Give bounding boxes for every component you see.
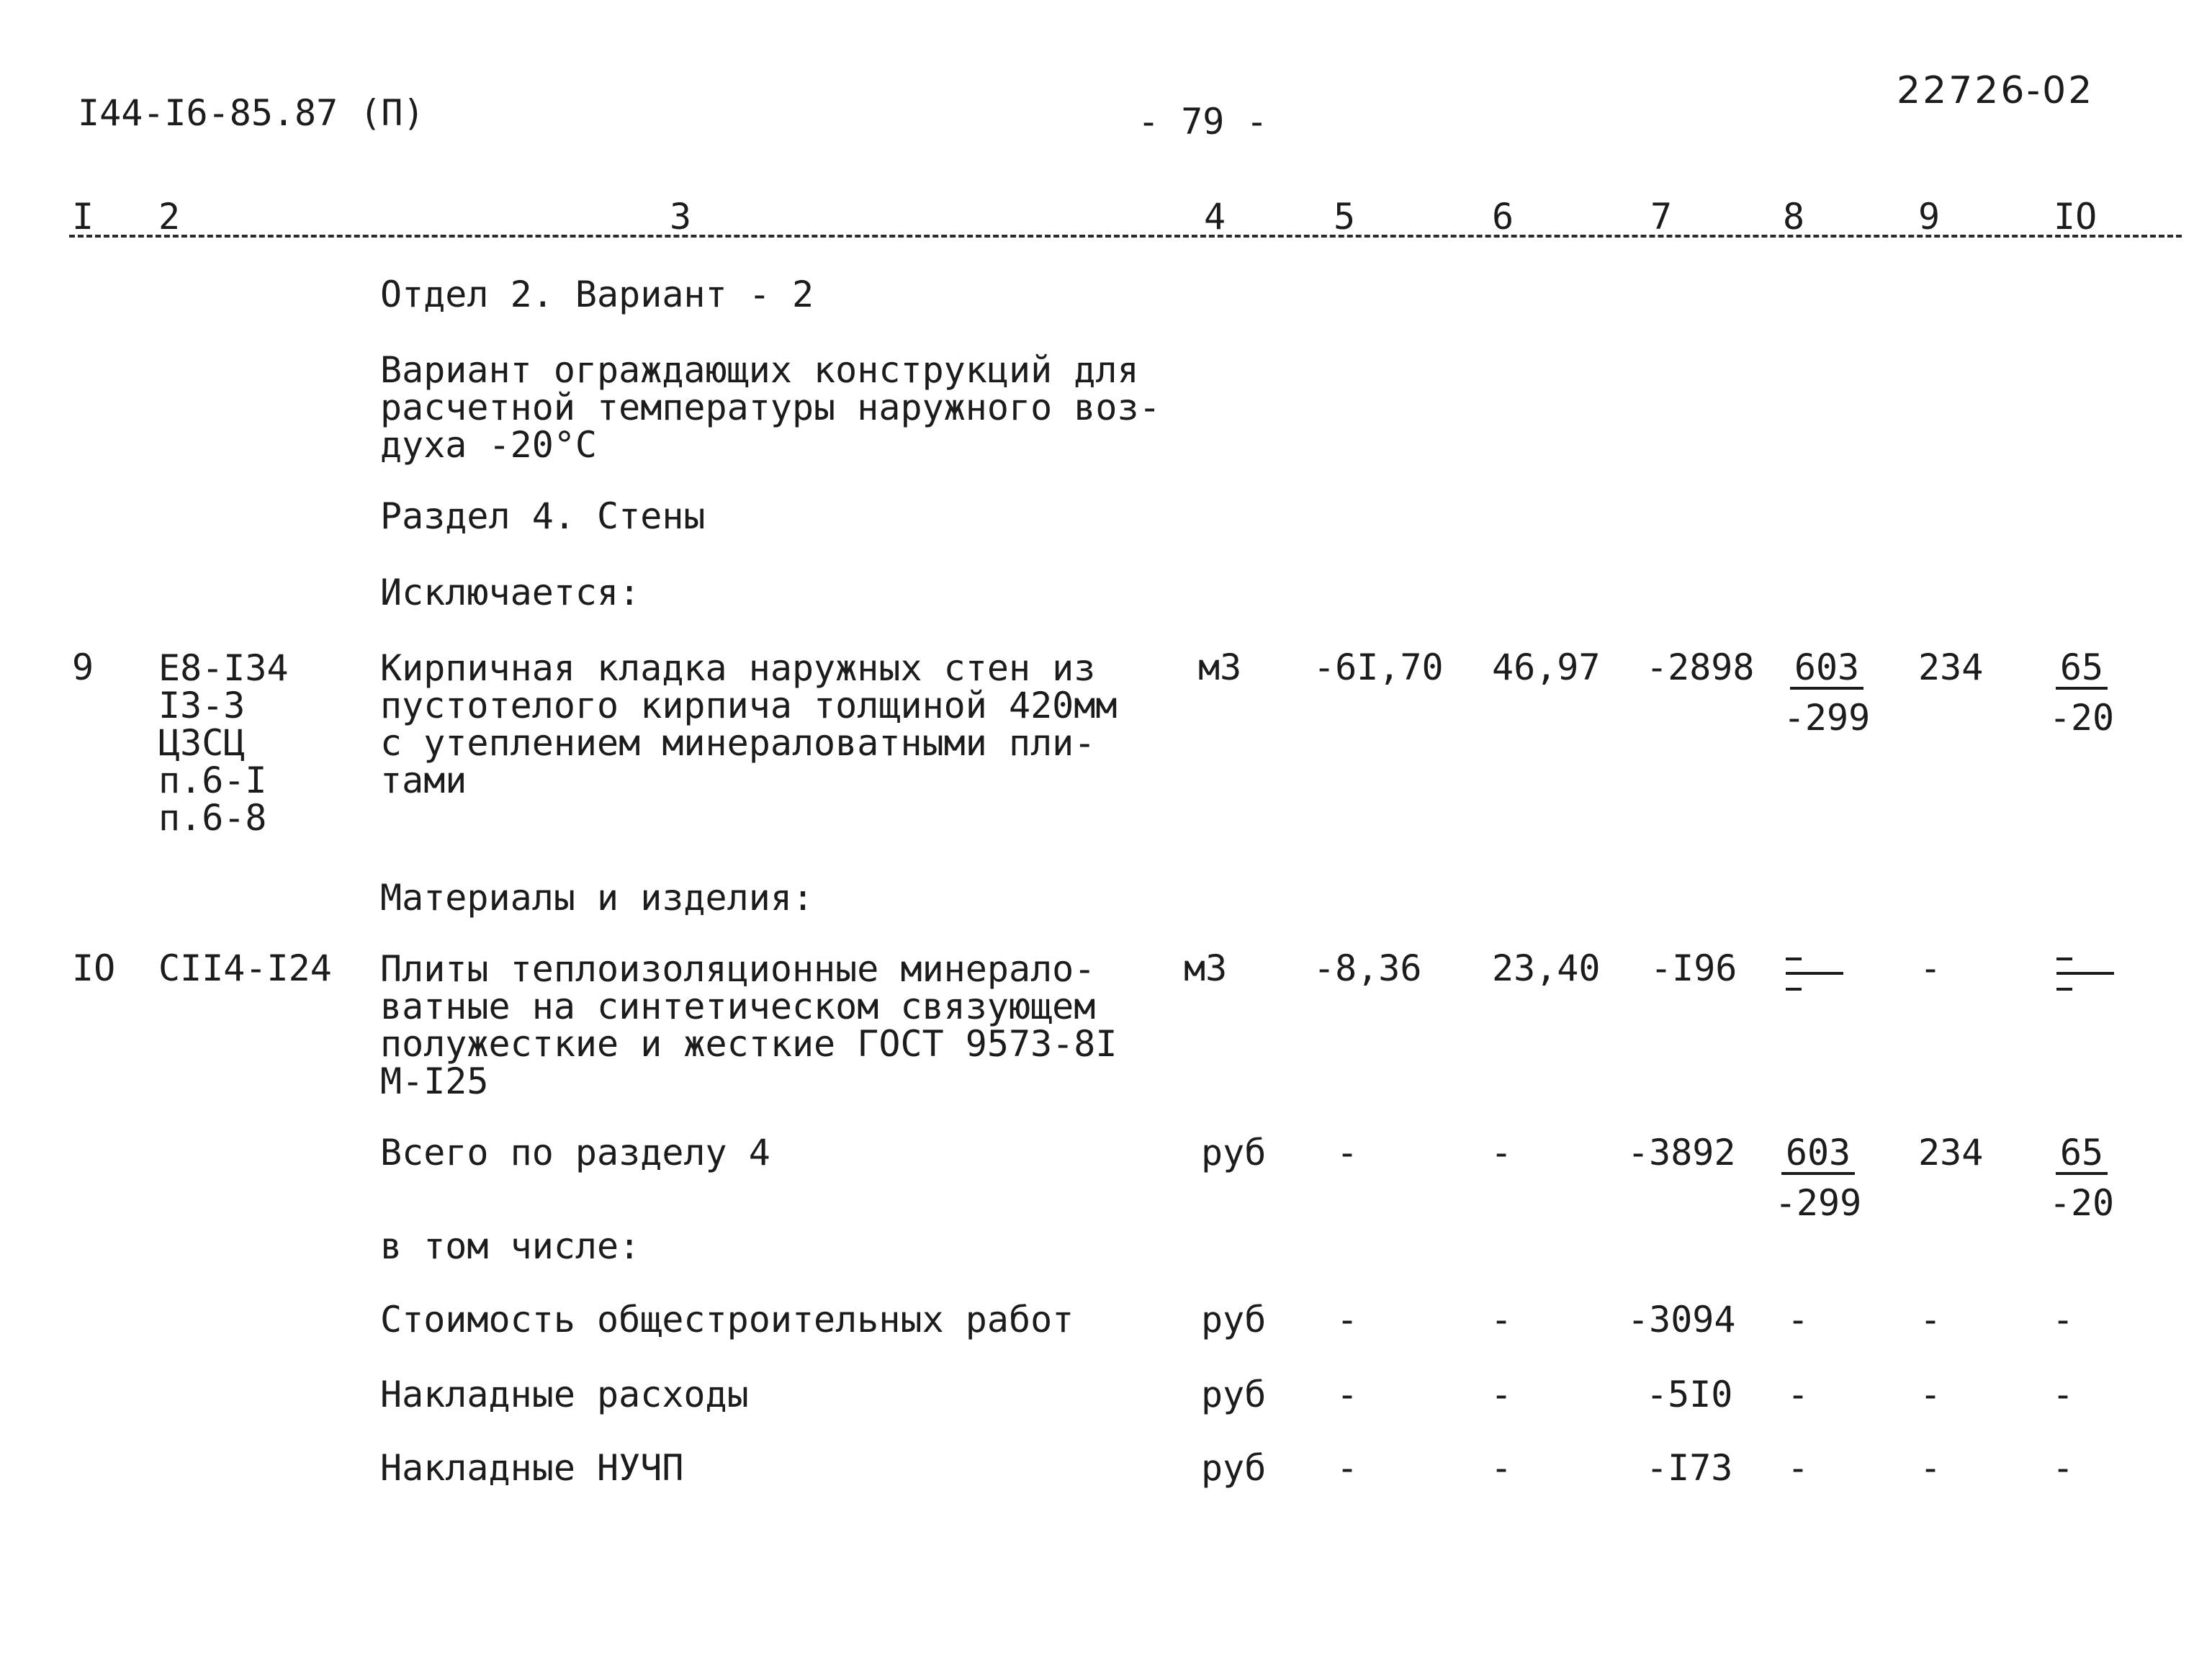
sub-row-unit: руб [1201, 1374, 1267, 1415]
sub-row-label: Стоимость общестроительных работ [380, 1299, 1074, 1341]
col-header-9: 9 [1918, 196, 1941, 238]
excluded-label: Исключается: [380, 572, 641, 613]
fraction-numerator: 65 [2056, 649, 2108, 690]
total-col8-fraction [1757, 1132, 1879, 1224]
row-description: Кирпичная кладка наружных стен из пустотелого кирпича толщиной 420мм с утеплением минераловатными пли- тами [380, 647, 1118, 801]
row-code: СII4-I24 [158, 947, 332, 989]
row-col9: 234 [1918, 646, 1984, 688]
col-header-1: I [72, 196, 94, 238]
sub-row-col8: - [1787, 1299, 1809, 1341]
total-col7: -3892 [1627, 1132, 1736, 1173]
fraction-numerator: 603 [1790, 649, 1863, 690]
sub-row-col7: -I73 [1646, 1447, 1733, 1489]
total-col5: - [1336, 1132, 1359, 1173]
col-header-8: 8 [1783, 196, 1805, 238]
col-header-7: 7 [1650, 196, 1673, 238]
sub-row-col9: - [1920, 1447, 1942, 1489]
total-unit: руб [1201, 1132, 1267, 1173]
row-unit-price: 23,40 [1492, 947, 1601, 989]
col-header-6: 6 [1492, 196, 1514, 238]
header-rule [69, 235, 2182, 238]
fraction-denominator: -299 [1783, 697, 1871, 739]
sub-row-col9: - [1920, 1299, 1942, 1341]
row-quantity: -6I,70 [1313, 646, 1444, 688]
row-unit-price: 46,97 [1492, 646, 1601, 688]
sub-row-col10: - [2052, 1299, 2074, 1341]
row-col10-fraction [2042, 646, 2121, 739]
row-total: -2898 [1646, 646, 1755, 688]
stamp-number: 22726-02 [1897, 69, 2095, 112]
sub-row-col10: - [2052, 1374, 2074, 1415]
row-quantity: -8,36 [1313, 947, 1422, 989]
sub-row-col8: - [1787, 1447, 1809, 1489]
sub-row-unit: руб [1201, 1299, 1267, 1341]
sub-row-label: Накладные расходы [380, 1374, 749, 1415]
sub-row-col8: - [1787, 1374, 1809, 1415]
sub-row-col7: -3094 [1627, 1299, 1736, 1341]
fraction-numerator: 65 [2056, 1135, 2108, 1175]
row-unit: м3 [1184, 947, 1228, 989]
sub-row-col10: - [2052, 1447, 2074, 1489]
fraction-numerator: 603 [1781, 1135, 1855, 1175]
total-col6: - [1491, 1132, 1513, 1173]
total-col10-fraction [2042, 1132, 2121, 1224]
row-description: Плиты теплоизоляционные минерало- ватные на синтетическом связующем полужесткие и жесткие ГОСТ 9573-8I М-I25 [380, 948, 1118, 1102]
materials-label: Материалы и изделия: [380, 877, 814, 919]
sub-row-col9: - [1920, 1374, 1942, 1415]
row-col8-fraction [1773, 646, 1881, 739]
dept-heading: Отдел 2. Вариант - 2 [380, 274, 814, 315]
fraction-denominator: -20 [2049, 1182, 2115, 1224]
col-header-5: 5 [1334, 196, 1356, 238]
col-header-2: 2 [158, 196, 181, 238]
sub-row-unit: руб [1201, 1447, 1267, 1489]
page-number: - 79 - [1138, 101, 1268, 143]
variant-description: Вариант ограждающих конструкций для расчетной температуры наружного воз- духа -20°С [380, 349, 1161, 466]
total-label: Всего по разделу 4 [380, 1132, 770, 1173]
row-number: 9 [72, 646, 94, 688]
sub-row-col6: - [1491, 1374, 1513, 1415]
document-code: I44-I6-85.87 (П) [78, 92, 425, 134]
row-unit: м3 [1198, 646, 1242, 688]
row-code: Е8-I34 I3-3 ЦЗСЦ п.6-I п.6-8 [158, 647, 289, 839]
row-total: -I96 [1650, 947, 1737, 989]
col-header-4: 4 [1204, 196, 1226, 238]
row-number: IO [72, 947, 116, 989]
fraction-denominator: -20 [2049, 697, 2115, 739]
sub-row-label: Накладные НУЧП [380, 1447, 684, 1489]
sub-row-col6: - [1491, 1299, 1513, 1341]
sub-row-col5: - [1336, 1447, 1359, 1489]
col-header-3: 3 [670, 196, 692, 238]
col-header-10: IO [2054, 196, 2098, 238]
sub-row-col5: - [1336, 1374, 1359, 1415]
total-col9: 234 [1918, 1132, 1984, 1173]
sub-row-col5: - [1336, 1299, 1359, 1341]
row-col9: - [1920, 947, 1942, 989]
sub-row-col6: - [1491, 1447, 1513, 1489]
fraction-denominator: -299 [1774, 1182, 1862, 1224]
sub-row-col7: -5I0 [1646, 1374, 1733, 1415]
including-label: в том числе: [380, 1225, 641, 1267]
razdel-heading: Раздел 4. Стены [380, 495, 706, 537]
